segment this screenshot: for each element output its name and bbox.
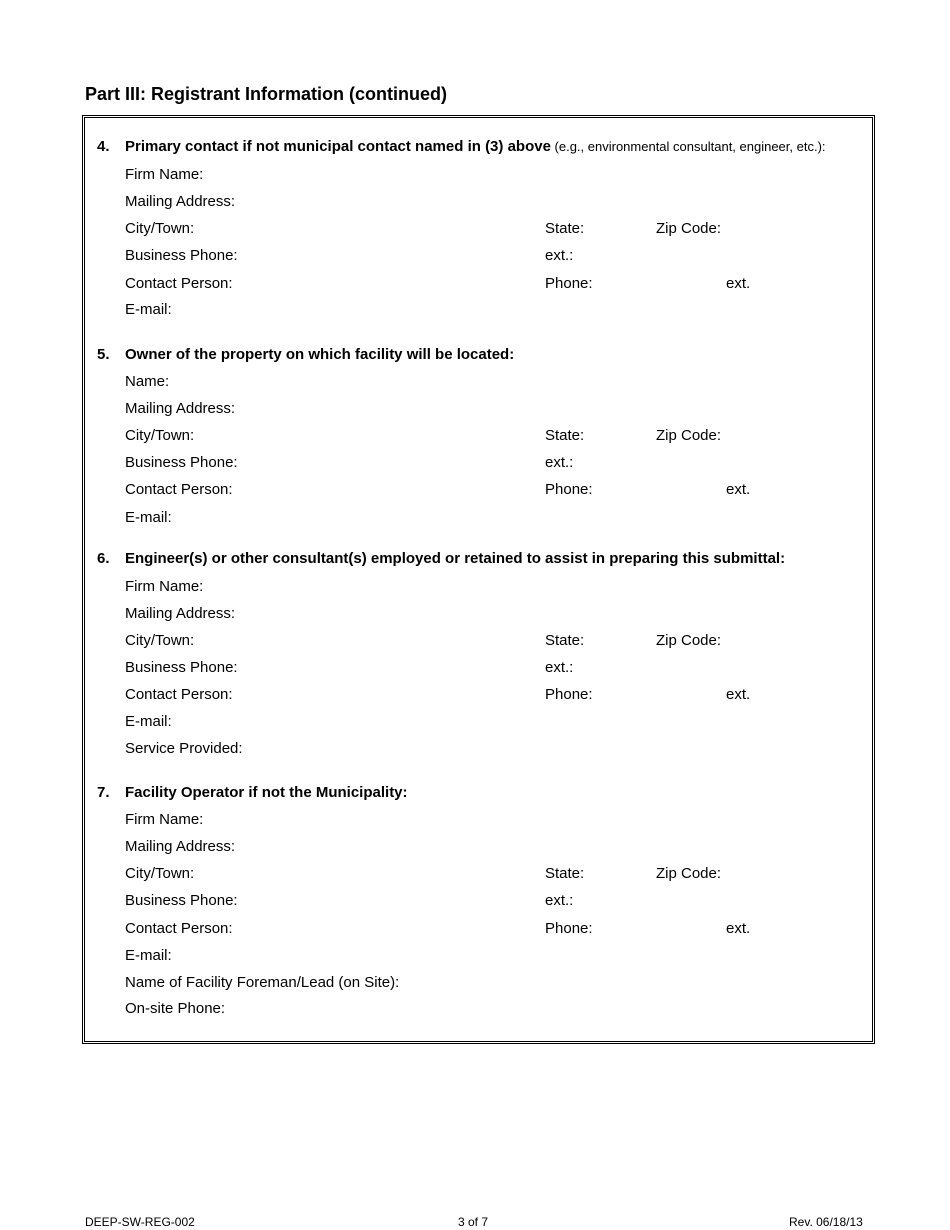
section-7-email-field[interactable]: E-mail:: [125, 947, 172, 964]
section-7-zip-field[interactable]: Zip Code:: [656, 865, 722, 882]
section-6-email-field[interactable]: E-mail:: [125, 713, 172, 730]
section-6-contact-person-field[interactable]: Contact Person:: [125, 686, 233, 703]
footer-form-id: DEEP-SW-REG-002: [85, 1215, 195, 1229]
section-7-state-field[interactable]: State:: [545, 865, 585, 882]
page-title: Part III: Registrant Information (continued): [85, 84, 448, 104]
section-5-zip-field[interactable]: Zip Code:: [656, 427, 722, 444]
section-6-business-ext-field[interactable]: ext.:: [545, 659, 574, 676]
section-4-heading-note: (e.g., environmental consultant, engineer, etc.):: [550, 139, 826, 154]
section-6-number: 6.: [97, 550, 110, 567]
section-5-contact-phone-field[interactable]: Phone:: [545, 481, 593, 498]
section-4-business-phone-field[interactable]: Business Phone:: [125, 247, 238, 264]
section-6-business-phone-field[interactable]: Business Phone:: [125, 659, 238, 676]
section-7-foreman-name-field[interactable]: Name of Facility Foreman/Lead (on Site):: [125, 974, 400, 991]
section-6-mailing-address-field[interactable]: Mailing Address:: [125, 605, 236, 622]
section-4-heading-text: Primary contact if not municipal contact named in (3) above: [125, 138, 551, 155]
footer-revision: Rev. 06/18/13: [789, 1215, 863, 1229]
section-7-heading: Facility Operator if not the Municipality:: [125, 784, 408, 801]
section-5-email-field[interactable]: E-mail:: [125, 509, 172, 526]
section-6-contact-ext-field[interactable]: ext.: [726, 686, 751, 703]
section-5-state-field[interactable]: State:: [545, 427, 585, 444]
section-5-business-phone-field[interactable]: Business Phone:: [125, 454, 238, 471]
section-7-mailing-address-field[interactable]: Mailing Address:: [125, 838, 236, 855]
section-4-email-field[interactable]: E-mail:: [125, 301, 172, 318]
section-4-zip-field[interactable]: Zip Code:: [656, 220, 722, 237]
section-7-contact-person-field[interactable]: Contact Person:: [125, 920, 233, 937]
section-6-service-provided-field[interactable]: Service Provided:: [125, 740, 243, 757]
section-4-business-ext-field[interactable]: ext.:: [545, 247, 574, 264]
section-4-firm-name-field[interactable]: Firm Name:: [125, 166, 204, 183]
section-7-contact-phone-field[interactable]: Phone:: [545, 920, 593, 937]
section-5-business-ext-field[interactable]: ext.:: [545, 454, 574, 471]
section-6-contact-phone-field[interactable]: Phone:: [545, 686, 593, 703]
section-7-onsite-phone-field[interactable]: On-site Phone:: [125, 1000, 226, 1017]
section-7-contact-ext-field[interactable]: ext.: [726, 920, 751, 937]
section-6-heading: Engineer(s) or other consultant(s) employed or retained to assist in preparing this submittal:: [125, 550, 786, 567]
section-5-heading: Owner of the property on which facility will be located:: [125, 346, 515, 363]
section-6-zip-field[interactable]: Zip Code:: [656, 632, 722, 649]
section-4-contact-phone-field[interactable]: Phone:: [545, 275, 593, 292]
section-5-name-field[interactable]: Name:: [125, 373, 170, 390]
section-6-firm-name-field[interactable]: Firm Name:: [125, 578, 204, 595]
section-5-contact-ext-field[interactable]: ext.: [726, 481, 751, 498]
section-4-city-field[interactable]: City/Town:: [125, 220, 195, 237]
section-5-contact-person-field[interactable]: Contact Person:: [125, 481, 233, 498]
section-6-city-field[interactable]: City/Town:: [125, 632, 195, 649]
section-4-contact-ext-field[interactable]: ext.: [726, 275, 751, 292]
section-4-number: 4.: [97, 138, 110, 155]
section-5-city-field[interactable]: City/Town:: [125, 427, 195, 444]
footer-page-number: 3 of 7: [458, 1215, 489, 1229]
section-7-business-phone-field[interactable]: Business Phone:: [125, 892, 238, 909]
section-4-state-field[interactable]: State:: [545, 220, 585, 237]
section-6-state-field[interactable]: State:: [545, 632, 585, 649]
section-4-heading: [125, 138, 826, 156]
section-7-city-field[interactable]: City/Town:: [125, 865, 195, 882]
section-4-mailing-address-field[interactable]: Mailing Address:: [125, 193, 236, 210]
section-7-firm-name-field[interactable]: Firm Name:: [125, 811, 204, 828]
section-7-number: 7.: [97, 784, 110, 801]
section-5-mailing-address-field[interactable]: Mailing Address:: [125, 400, 236, 417]
section-4-contact-person-field[interactable]: Contact Person:: [125, 275, 233, 292]
section-7-business-ext-field[interactable]: ext.:: [545, 892, 574, 909]
section-5-number: 5.: [97, 346, 110, 363]
